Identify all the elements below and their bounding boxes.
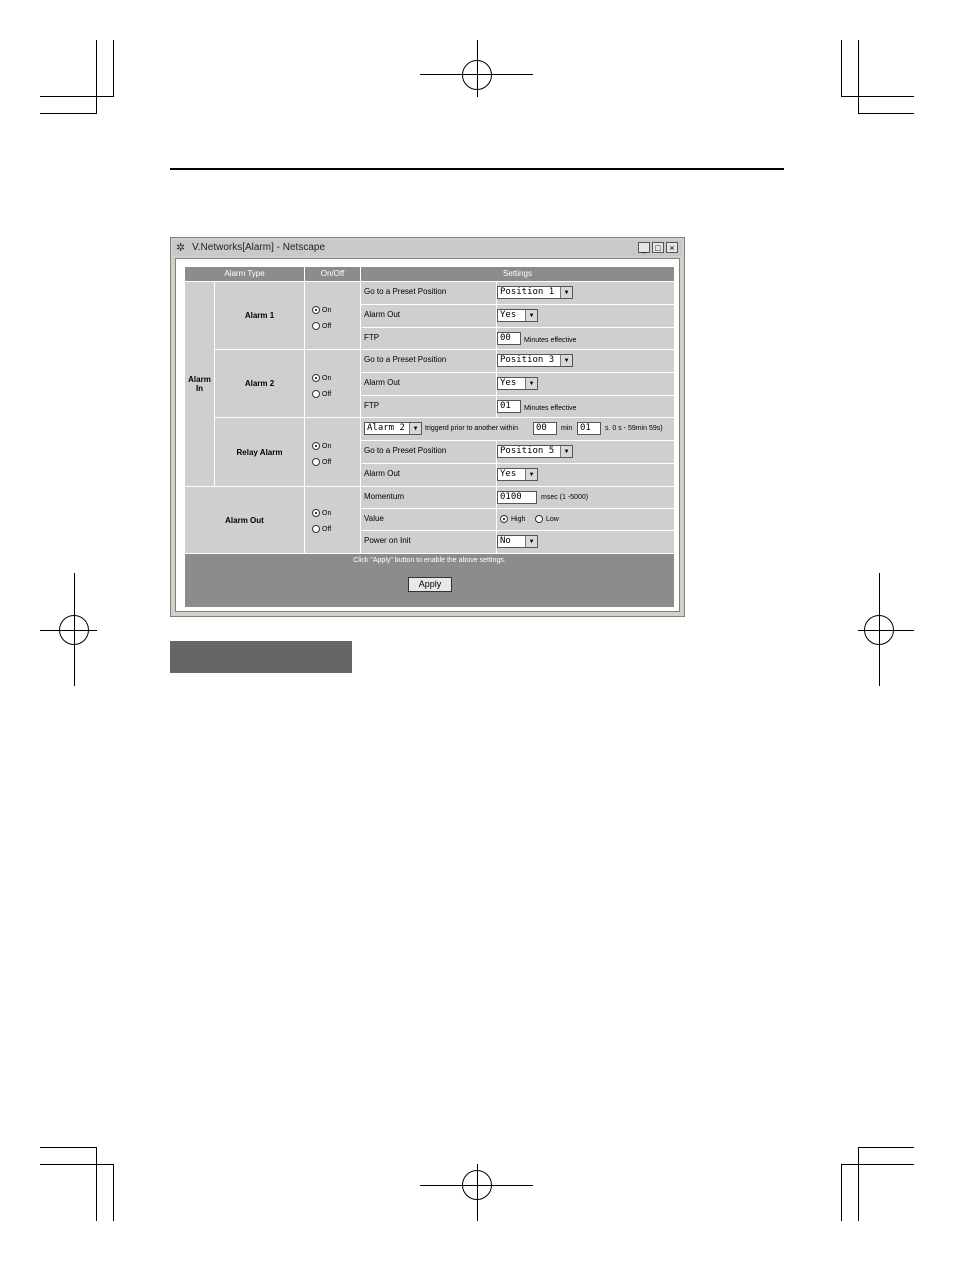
page-rule (170, 168, 784, 170)
chevron-down-icon: ▼ (525, 310, 537, 321)
relay-alarmout-select[interactable] (497, 468, 538, 481)
crop-mark (858, 630, 914, 631)
alarm2-alarmout-value: Yes (500, 378, 517, 388)
relay-trigger-text: triggerd prior to another within (425, 425, 518, 432)
crop-mark (40, 630, 97, 631)
crop-mark (841, 96, 914, 97)
alarm1-preset-label: Go to a Preset Position (361, 282, 496, 304)
alarm2-alarmout-select[interactable] (497, 377, 538, 390)
momentum-input[interactable]: 0100 (497, 491, 537, 504)
relay-trigger-select[interactable] (364, 422, 422, 435)
chevron-down-icon: ▼ (525, 469, 537, 480)
alarm-out-label: Alarm Out (185, 487, 304, 553)
alarm1-preset-select[interactable] (497, 286, 573, 299)
section-heading-bar (170, 641, 352, 673)
crop-mark (113, 40, 114, 97)
alarm-in-label: Alarm In (185, 282, 214, 486)
chevron-down-icon: ▼ (525, 536, 537, 547)
power-on-init-cell (497, 531, 674, 553)
alarm2-ftp-unit: Minutes effective (524, 405, 577, 412)
netscape-icon: ✲ (176, 242, 186, 254)
alarm1-ftp-input[interactable]: 00 (497, 332, 521, 345)
value-label: Value (361, 509, 496, 530)
chevron-down-icon: ▼ (525, 378, 537, 389)
crop-mark (96, 1147, 97, 1221)
relay-trigger-cell (361, 418, 674, 440)
crop-mark (40, 113, 96, 114)
alarm2-preset-cell (497, 350, 674, 372)
alarm2-on-label: On (322, 375, 332, 382)
crop-mark (40, 1147, 96, 1148)
alarm2-off-label: Off (322, 391, 332, 398)
value-high-label: High (511, 516, 526, 523)
maximize-button[interactable]: □ (652, 242, 664, 253)
alarm2-preset-value: Position 3 (500, 355, 555, 365)
relay-on-label: On (322, 443, 332, 450)
chevron-down-icon: ▼ (409, 423, 421, 434)
apply-hint: Click "Apply" button to enable the above settings. (353, 557, 506, 564)
chevron-down-icon: ▼ (560, 355, 572, 366)
relay-off-radio[interactable] (312, 458, 320, 466)
alarm2-preset-label: Go to a Preset Position (361, 350, 496, 372)
power-on-init-select[interactable] (497, 535, 538, 548)
alarm1-alarmout-value: Yes (500, 310, 517, 320)
alarm1-preset-value: Position 1 (500, 287, 555, 297)
alarm1-ftp-label: FTP (361, 328, 496, 349)
relay-preset-label: Go to a Preset Position (361, 441, 496, 463)
momentum-range: msec (1 -5000) (541, 494, 589, 501)
relay-off-label: Off (322, 459, 332, 466)
crop-mark (841, 1164, 842, 1221)
alarmout-off-radio[interactable] (312, 525, 320, 533)
alarm1-alarmout-cell (497, 305, 674, 327)
alarm2-alarmout-label: Alarm Out (361, 373, 496, 395)
relay-alarmout-cell (497, 464, 674, 486)
crop-mark (841, 1164, 914, 1165)
alarm1-off-label: Off (322, 323, 332, 330)
alarm1-on-radio[interactable] (312, 306, 320, 314)
relay-preset-value: Position 5 (500, 446, 555, 456)
value-cell (497, 509, 674, 530)
header-alarm-type: Alarm Type (185, 267, 304, 281)
minimize-button[interactable]: _ (638, 242, 650, 253)
alarm2-off-radio[interactable] (312, 390, 320, 398)
alarm2-ftp-input[interactable]: 01 (497, 400, 521, 413)
alarm2-onoff-cell (305, 350, 360, 417)
page-content (175, 258, 680, 612)
momentum-label: Momentum (361, 487, 496, 508)
close-button[interactable]: × (666, 242, 678, 253)
relay-alarmout-label: Alarm Out (361, 464, 496, 486)
alarm2-ftp-cell (497, 396, 674, 417)
alarm2-alarmout-cell (497, 373, 674, 395)
crop-mark (477, 1164, 478, 1221)
header-settings: Settings (361, 267, 674, 281)
relay-preset-select[interactable] (497, 445, 573, 458)
header-on-off: On/Off (305, 267, 360, 281)
alarm1-alarmout-select[interactable] (497, 309, 538, 322)
alarmout-on-label: On (322, 510, 332, 517)
crop-mark (858, 40, 859, 114)
crop-mark (113, 1164, 114, 1221)
alarm1-ftp-cell (497, 328, 674, 349)
alarm1-onoff-cell (305, 282, 360, 349)
title-bar (173, 240, 682, 256)
crop-mark (841, 40, 842, 97)
alarmout-onoff-cell (305, 487, 360, 553)
momentum-cell (497, 487, 674, 508)
crop-mark (477, 40, 478, 97)
alarm2-preset-select[interactable] (497, 354, 573, 367)
relay-min-unit: min (561, 425, 573, 432)
value-low-label: Low (546, 516, 559, 523)
crop-mark (40, 96, 113, 97)
alarm1-ftp-unit: Minutes effective (524, 337, 577, 344)
alarm1-preset-cell (497, 282, 674, 304)
relay-on-radio[interactable] (312, 442, 320, 450)
relay-trigger-value: Alarm 2 (367, 423, 405, 433)
power-on-init-value: No (500, 536, 511, 546)
relay-seconds-input[interactable]: 01 (577, 422, 601, 435)
alarm1-on-label: On (322, 307, 332, 314)
relay-alarm-label: Relay Alarm (215, 418, 304, 486)
window-title: V.Networks[Alarm] - Netscape (192, 242, 326, 253)
alarm1-label: Alarm 1 (215, 282, 304, 349)
crop-mark (420, 1185, 533, 1186)
value-low-radio[interactable] (535, 515, 543, 523)
relay-onoff-cell (305, 418, 360, 486)
alarm2-on-radio[interactable] (312, 374, 320, 382)
chevron-down-icon: ▼ (560, 446, 572, 457)
relay-sec-range: s. 0 s - 59min 59s) (605, 425, 663, 432)
apply-button[interactable]: Apply (408, 577, 452, 592)
alarmout-off-label: Off (322, 526, 332, 533)
alarm1-alarmout-label: Alarm Out (361, 305, 496, 327)
crop-mark (40, 1164, 113, 1165)
alarm-settings-table (185, 267, 674, 607)
browser-window (170, 237, 685, 617)
alarmout-on-radio[interactable] (312, 509, 320, 517)
apply-footer (185, 554, 674, 607)
chevron-down-icon: ▼ (560, 287, 572, 298)
crop-mark (858, 113, 914, 114)
crop-mark (420, 74, 533, 75)
relay-alarmout-value: Yes (500, 469, 517, 479)
crop-mark (858, 1147, 914, 1148)
crop-mark (858, 1147, 859, 1221)
alarm2-ftp-label: FTP (361, 396, 496, 417)
alarm1-off-radio[interactable] (312, 322, 320, 330)
power-on-init-label: Power on Init (361, 531, 496, 553)
relay-preset-cell (497, 441, 674, 463)
crop-mark (96, 40, 97, 114)
alarm2-label: Alarm 2 (215, 350, 304, 417)
relay-minutes-input[interactable]: 00 (533, 422, 557, 435)
value-high-radio[interactable] (500, 515, 508, 523)
